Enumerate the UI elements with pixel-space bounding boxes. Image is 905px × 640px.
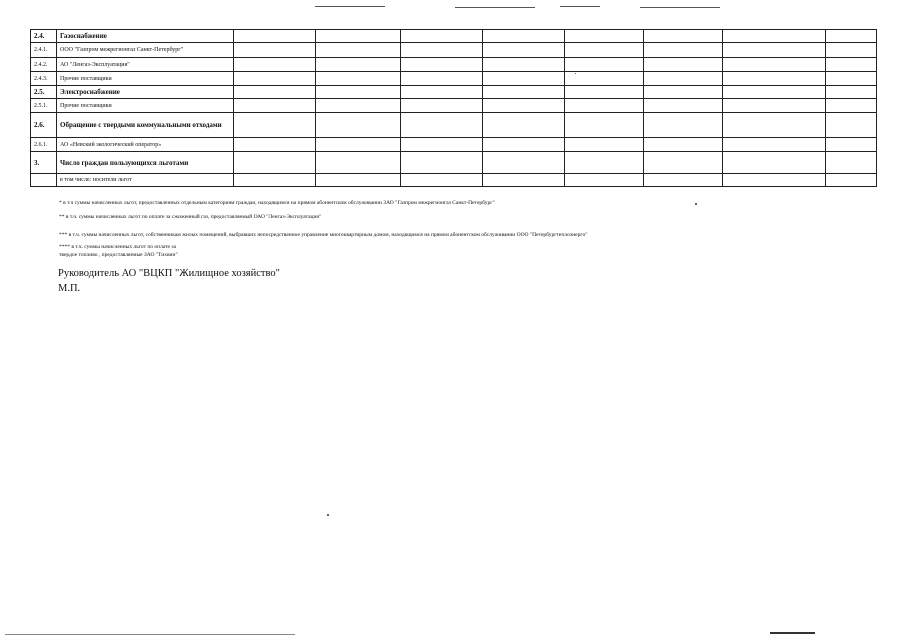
value-cell — [644, 174, 723, 187]
value-cell — [565, 174, 644, 187]
value-cell — [316, 152, 401, 174]
value-cell — [316, 99, 401, 113]
scan-line-top-2 — [455, 7, 535, 8]
table-row — [31, 72, 877, 86]
scan-speck — [695, 203, 697, 205]
value-cell — [483, 58, 565, 72]
table-row — [31, 43, 877, 58]
value-cell — [723, 86, 826, 99]
row-number: 2.6.1. — [31, 138, 57, 152]
value-cell — [565, 58, 644, 72]
value-cell — [723, 43, 826, 58]
value-cell — [644, 113, 723, 138]
row-name: Газоснабжение — [57, 30, 234, 43]
row-number — [31, 174, 57, 187]
value-cell — [401, 113, 483, 138]
value-cell — [723, 113, 826, 138]
value-cell — [316, 138, 401, 152]
value-cell — [723, 30, 826, 43]
value-cell — [401, 174, 483, 187]
signatory-title: Руководитель АО "ВЦКП "Жилищное хозяйство" — [58, 268, 280, 279]
value-cell — [401, 86, 483, 99]
table-row — [31, 113, 877, 138]
value-cell — [826, 43, 877, 58]
value-cell — [644, 30, 723, 43]
value-cell — [401, 99, 483, 113]
stamp-place: М.П. — [58, 283, 81, 294]
value-cell — [565, 86, 644, 99]
value-cell — [565, 99, 644, 113]
row-number: 3. — [31, 152, 57, 174]
value-cell — [483, 113, 565, 138]
value-cell — [723, 138, 826, 152]
value-cell — [401, 30, 483, 43]
value-cell — [483, 30, 565, 43]
value-cell — [826, 113, 877, 138]
value-cell — [483, 138, 565, 152]
row-name: Обращение с твердыми коммунальными отходами — [57, 113, 234, 138]
value-cell — [234, 30, 316, 43]
table-row — [31, 58, 877, 72]
value-cell — [316, 174, 401, 187]
table-row — [31, 138, 877, 152]
footnote-4: **** в т.ч. суммы начисленных льгот по оплате за — [59, 244, 176, 250]
value-cell — [401, 152, 483, 174]
row-number: 2.4.1. — [31, 43, 57, 58]
benefits-table — [30, 29, 877, 187]
row-name: в том числе: носители льгот — [57, 174, 234, 187]
scan-speck — [327, 514, 329, 516]
value-cell — [565, 72, 644, 86]
value-cell — [234, 152, 316, 174]
value-cell — [565, 43, 644, 58]
row-number: 2.4.3. — [31, 72, 57, 86]
value-cell — [644, 58, 723, 72]
value-cell — [234, 113, 316, 138]
row-name: Прочие поставщики — [57, 99, 234, 113]
row-name: ООО "Газпром межрегионгаз Санкт-Петербург" — [57, 43, 234, 58]
row-number: 2.4.2. — [31, 58, 57, 72]
row-name: Число граждан пользующихся льготами — [57, 152, 234, 174]
table-row — [31, 152, 877, 174]
value-cell — [401, 72, 483, 86]
value-cell — [483, 99, 565, 113]
value-cell — [723, 72, 826, 86]
value-cell — [234, 99, 316, 113]
table-body — [31, 30, 877, 187]
value-cell — [644, 99, 723, 113]
row-name: Прочие поставщики — [57, 72, 234, 86]
value-cell — [234, 174, 316, 187]
value-cell — [316, 30, 401, 43]
footnote-1: * в т.ч суммы начисленных льгот, предоставленных отдельным категориям граждан, находящимся на прямом абонентском обслуживании ЗАО "Газпром межрегионгаз Санкт-Петербург" — [59, 200, 495, 206]
value-cell — [565, 30, 644, 43]
value-cell — [723, 174, 826, 187]
value-cell — [234, 138, 316, 152]
value-cell — [644, 72, 723, 86]
table-row — [31, 86, 877, 99]
value-cell — [316, 86, 401, 99]
value-cell — [644, 86, 723, 99]
value-cell — [826, 72, 877, 86]
value-cell — [483, 72, 565, 86]
row-number: 2.5. — [31, 86, 57, 99]
scan-line-top-4 — [640, 7, 720, 8]
value-cell — [401, 138, 483, 152]
scan-line-bottom-2 — [770, 632, 815, 634]
table-row — [31, 30, 877, 43]
row-name: Электроснабжение — [57, 86, 234, 99]
row-number: 2.6. — [31, 113, 57, 138]
value-cell — [826, 58, 877, 72]
value-cell — [565, 152, 644, 174]
value-cell — [483, 43, 565, 58]
value-cell — [826, 30, 877, 43]
value-cell — [565, 113, 644, 138]
value-cell — [316, 58, 401, 72]
footnote-3: *** в т.ч. суммы начисленных льгот, собственникам жилых помещений, выбравших непосредственное управление многоквартирным домом, находящимся на прямом абонентском обслуживании ООО "Петербургтеплоэнерго" — [59, 232, 588, 238]
footnote-2: ** в т.ч. суммы начисленных льгот по оплате за сжиженный газ, предоставляемый ОАО "Ленгаз-Эксплуатация" — [59, 214, 322, 220]
value-cell — [234, 43, 316, 58]
footnote-4-cont: твердое топливо , предоставляемые ЗАО "Тихвин" — [59, 252, 178, 258]
value-cell — [644, 152, 723, 174]
value-cell — [234, 86, 316, 99]
value-cell — [234, 72, 316, 86]
value-cell — [723, 99, 826, 113]
row-number: 2.4. — [31, 30, 57, 43]
signature-block — [58, 266, 280, 296]
value-cell — [723, 152, 826, 174]
value-cell — [483, 152, 565, 174]
value-cell — [316, 113, 401, 138]
value-cell — [826, 86, 877, 99]
value-cell — [483, 174, 565, 187]
value-cell — [401, 58, 483, 72]
value-cell — [826, 99, 877, 113]
value-cell — [723, 58, 826, 72]
value-cell — [644, 43, 723, 58]
row-name: АО "Ленгаз-Эксплуатация" — [57, 58, 234, 72]
value-cell — [234, 58, 316, 72]
row-number: 2.5.1. — [31, 99, 57, 113]
table-row — [31, 174, 877, 187]
scan-line-top-3 — [560, 6, 600, 7]
value-cell — [316, 72, 401, 86]
value-cell — [826, 152, 877, 174]
scan-speck — [575, 73, 576, 74]
scan-line-bottom-1 — [5, 634, 295, 635]
value-cell — [316, 43, 401, 58]
value-cell — [401, 43, 483, 58]
value-cell — [826, 138, 877, 152]
row-name: АО «Невский экологический оператор» — [57, 138, 234, 152]
value-cell — [644, 138, 723, 152]
value-cell — [826, 174, 877, 187]
value-cell — [483, 86, 565, 99]
scan-line-top-1 — [315, 6, 385, 7]
table-row — [31, 99, 877, 113]
value-cell — [565, 138, 644, 152]
